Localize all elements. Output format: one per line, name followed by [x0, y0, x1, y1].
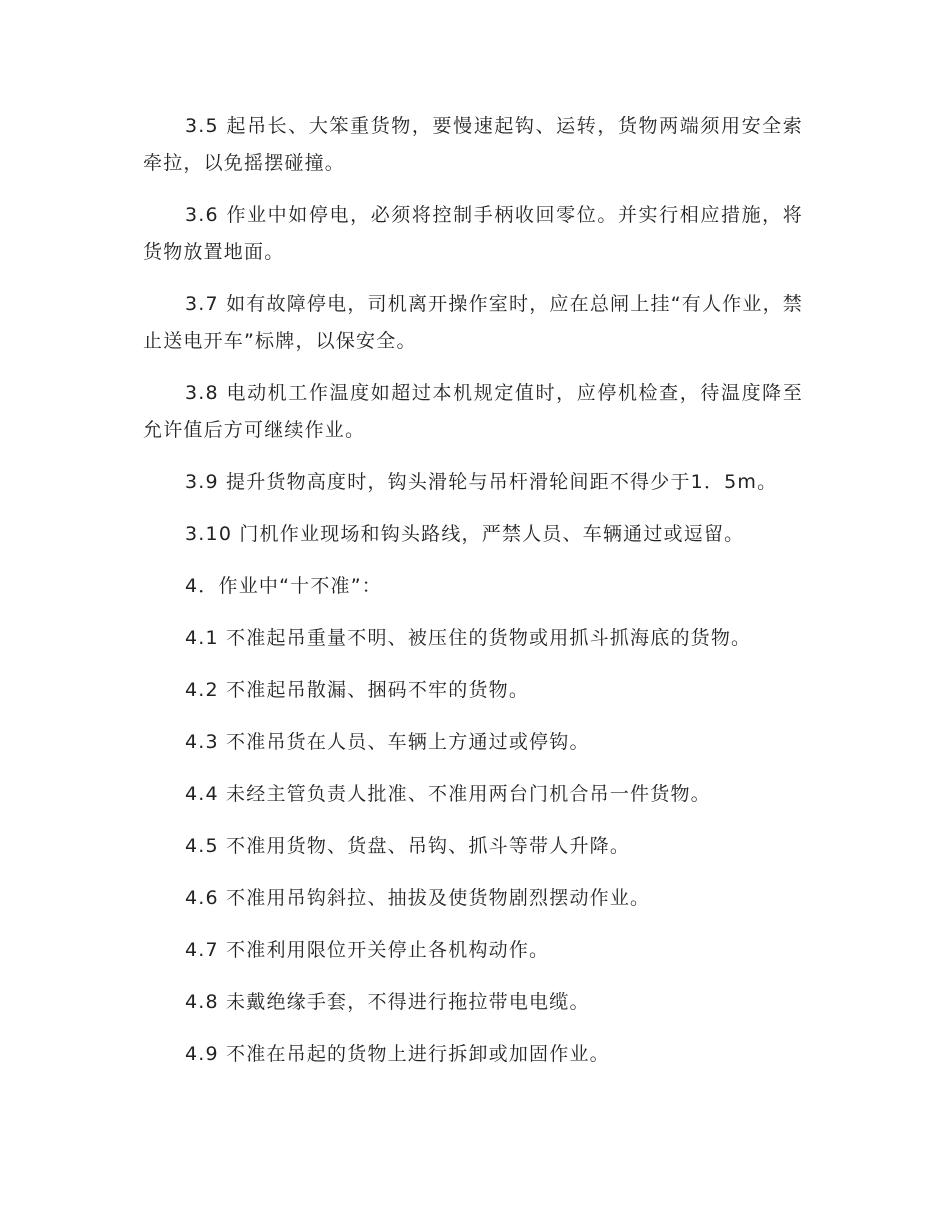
paragraph-4-6: 4.6 不准用吊钩斜拉、抽拔及使货物剧烈摆动作业。 — [185, 887, 651, 909]
paragraph-3-5: 3.5 起吊长、大笨重货物，要慢速起钩、运转，货物两端须用安全索牵拉，以免摇摆碰撞。 — [143, 115, 803, 174]
paragraph-4-9: 4.9 不准在吊起的货物上进行拆卸或加固作业。 — [185, 1043, 610, 1065]
paragraph-3-7: 3.7 如有故障停电，司机离开操作室时，应在总闸上挂“有人作业，禁止送电开车”标牌，以保安全。 — [143, 293, 803, 352]
section-heading-4: 4．作业中“十不准”： — [185, 575, 382, 597]
paragraph-4-3: 4.3 不准吊货在人员、车辆上方通过或停钩。 — [185, 731, 590, 753]
document-body — [143, 108, 803, 1088]
paragraph-3-9: 3.9 提升货物高度时，钩头滑轮与吊杆滑轮间距不得少于1．5m。 — [185, 471, 778, 493]
paragraph-4-8: 4.8 未戴绝缘手套，不得进行拖拉带电电缆。 — [185, 991, 590, 1013]
paragraph-3-8: 3.8 电动机工作温度如超过本机规定值时，应停机检查，待温度降至允许值后方可继续作业。 — [143, 382, 803, 441]
paragraph-4-4: 4.4 未经主管负责人批准、不准用两台门机合吊一件货物。 — [185, 783, 711, 805]
paragraph-3-6: 3.6 作业中如停电，必须将控制手柄收回零位。并实行相应措施，将货物放置地面。 — [143, 204, 803, 263]
paragraph-4-1: 4.1 不准起吊重量不明、被压住的货物或用抓斗抓海底的货物。 — [185, 627, 752, 649]
paragraph-4-5: 4.5 不准用货物、货盘、吊钩、抓斗等带人升降。 — [185, 835, 631, 857]
paragraph-3-10: 3.10 门机作业现场和钩头路线，严禁人员、车辆通过或逗留。 — [185, 523, 745, 545]
paragraph-4-2: 4.2 不准起吊散漏、捆码不牢的货物。 — [185, 679, 530, 701]
paragraph-4-7: 4.7 不准利用限位开关停止各机构动作。 — [185, 939, 550, 961]
